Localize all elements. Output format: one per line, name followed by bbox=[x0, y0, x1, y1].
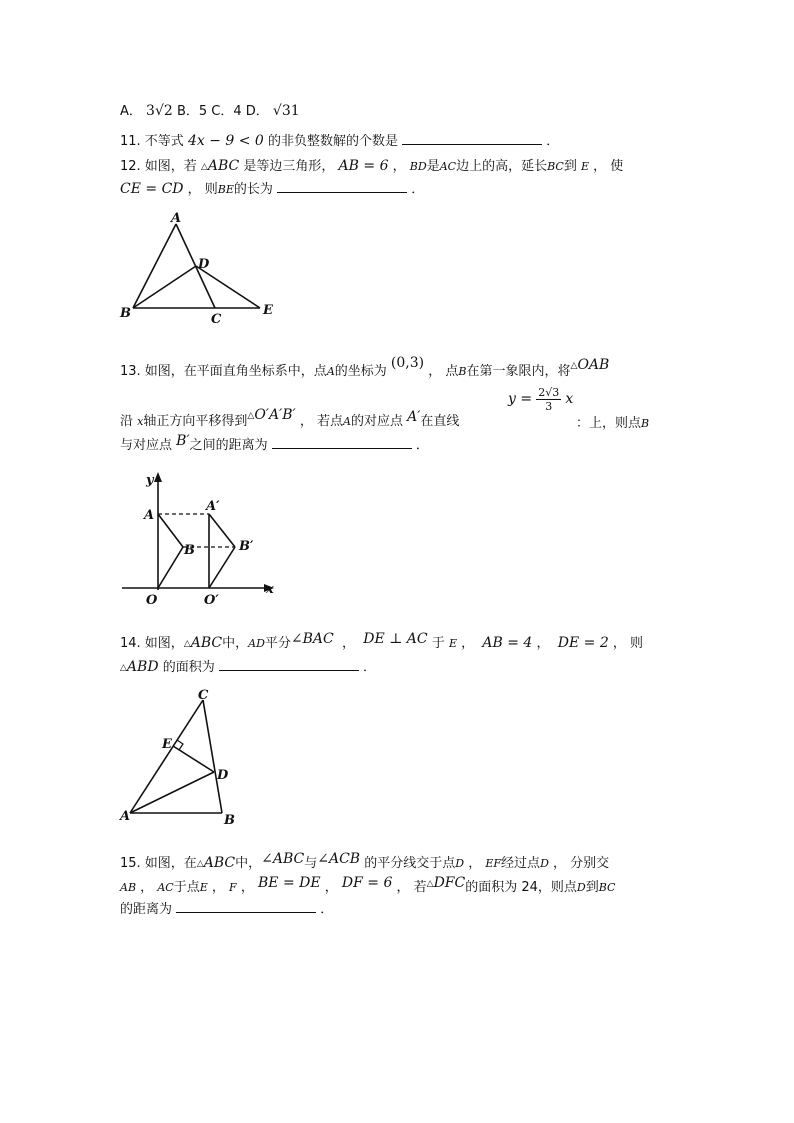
label-o: O bbox=[146, 593, 158, 608]
q12-end: ． bbox=[411, 182, 425, 197]
label-a: A bbox=[171, 211, 182, 226]
q13-figure bbox=[118, 470, 280, 610]
q12-bc: BC bbox=[547, 160, 564, 173]
q12-text: ， bbox=[392, 159, 406, 174]
q13-answer-blank[interactable] bbox=[272, 436, 412, 449]
q15-text: 中， bbox=[235, 856, 262, 871]
q13-frac-den: 3 bbox=[545, 400, 553, 413]
option-a-value: 3√2 bbox=[146, 103, 173, 119]
q13-tri-oab: △OAB bbox=[570, 357, 610, 373]
q14-text: 的面积为 bbox=[162, 660, 215, 675]
q12-answer-blank[interactable] bbox=[277, 180, 407, 193]
q12-text: ， 则 bbox=[187, 182, 218, 197]
q14-text: ， bbox=[461, 636, 475, 651]
q15-text: 于点 bbox=[173, 880, 200, 895]
q13-text: 的坐标为 bbox=[334, 364, 387, 379]
q13-a: A bbox=[326, 365, 335, 378]
q15-f: F bbox=[229, 881, 237, 894]
q13-text: 的对应点 bbox=[350, 414, 403, 429]
q15-text: ， bbox=[140, 880, 154, 895]
q12-ce-cd: CE = CD bbox=[120, 181, 184, 197]
q15-text: 与 bbox=[304, 856, 318, 871]
q13-line-y: y = bbox=[508, 391, 533, 407]
q13-a-prime: A′ bbox=[407, 409, 421, 425]
q12-tri-abc-text: ABC bbox=[207, 158, 240, 174]
q13-tri-prime: △O′A′B′ bbox=[247, 407, 296, 423]
q14-ab-eq: AB = 4 bbox=[482, 635, 533, 651]
q13-line-x: x bbox=[565, 391, 574, 407]
question-14-line2 bbox=[120, 656, 376, 675]
segment-bprime-oprime bbox=[209, 547, 235, 588]
q15-answer-blank[interactable] bbox=[176, 900, 316, 913]
q15-text: ， bbox=[324, 880, 338, 895]
q13-frac-num: 2√3 bbox=[538, 386, 560, 399]
question-12-line1 bbox=[120, 155, 623, 174]
segment-cb bbox=[203, 700, 222, 813]
q11-prefix: 11. 不等式 bbox=[120, 134, 184, 149]
q14-ad: AD bbox=[248, 637, 265, 650]
q15-tri-abc-text: ABC bbox=[203, 855, 236, 871]
q13-tri-prime-text: O′A′B′ bbox=[254, 407, 296, 423]
q15-text: ， bbox=[211, 880, 225, 895]
option-a-label: A． bbox=[120, 104, 142, 119]
q13-text: ， 点 bbox=[428, 364, 459, 379]
q14-tri-abc-text: ABC bbox=[190, 635, 223, 651]
q14-text: 平分 bbox=[264, 636, 291, 651]
q11-suffix: 的非负整数解的个数是 bbox=[267, 134, 398, 149]
question-14-line1 bbox=[120, 632, 643, 651]
q15-text: 的距离为 bbox=[120, 902, 173, 917]
label-b-prime: B′ bbox=[239, 539, 254, 554]
q12-be: BE bbox=[217, 183, 234, 196]
question-15-line2 bbox=[120, 876, 615, 895]
q15-tri-abc: △ABC bbox=[196, 855, 236, 871]
q15-e: E bbox=[199, 881, 208, 894]
q11-expr: 4x − 9 < 0 bbox=[187, 133, 264, 149]
q13-a2: A bbox=[343, 415, 351, 428]
q12-text: 边上的高，延长 bbox=[456, 159, 548, 174]
q12-ac: AC bbox=[439, 160, 457, 173]
q11-answer-blank[interactable] bbox=[402, 132, 542, 145]
label-b: B bbox=[224, 813, 235, 828]
question-15-line1 bbox=[120, 852, 609, 871]
label-c: C bbox=[211, 312, 222, 325]
options-bcd: B．5 C．4 D． bbox=[176, 104, 269, 119]
q13-b2: B bbox=[641, 417, 650, 430]
label-e: E bbox=[263, 303, 273, 318]
label-d: D bbox=[198, 257, 210, 272]
q13-text: 之间的距离为 bbox=[189, 438, 268, 453]
q13-tri-oab-text: OAB bbox=[577, 357, 610, 373]
q12-ab-eq: AB = 6 bbox=[338, 158, 389, 174]
q14-text: 于 bbox=[431, 636, 445, 651]
label-b: B bbox=[120, 306, 131, 321]
q11-end: ． bbox=[546, 134, 560, 149]
q10-options-line bbox=[120, 100, 300, 119]
label-d: D bbox=[217, 768, 229, 783]
q13-b-prime: B′ bbox=[176, 433, 190, 449]
q15-d3: D bbox=[576, 881, 586, 894]
q14-answer-blank[interactable] bbox=[219, 658, 359, 671]
q15-angle-abc: ∠ABC bbox=[261, 851, 305, 867]
q15-df-eq: DF = 6 bbox=[341, 875, 393, 891]
q14-tri-abd-text: ABD bbox=[126, 659, 159, 675]
question-11 bbox=[120, 130, 559, 149]
q14-angle-bac: ∠BAC bbox=[290, 631, 334, 647]
q13-text: ：上，则点 bbox=[576, 416, 642, 431]
segment-ab bbox=[158, 514, 183, 547]
q15-tri-dfc: △DFC bbox=[426, 875, 466, 891]
q12-text: 12. 如图，若 bbox=[120, 159, 197, 174]
q15-d: D bbox=[455, 857, 465, 870]
label-b: B bbox=[184, 543, 195, 558]
q15-ac: AC bbox=[157, 881, 174, 894]
q15-tri-dfc-text: DFC bbox=[433, 875, 466, 891]
q15-ef: EF bbox=[485, 857, 502, 870]
segment-bo bbox=[158, 547, 183, 588]
question-12-line2 bbox=[120, 178, 424, 197]
q14-figure bbox=[118, 688, 248, 830]
q12-text: ， 使 bbox=[593, 159, 624, 174]
question-13-line2 bbox=[120, 407, 460, 429]
q14-de-perp: DE ⊥ AC bbox=[363, 631, 428, 647]
q13-text: 轴正方向平移得到 bbox=[143, 414, 248, 429]
q13-text: 在第一象限内，将 bbox=[466, 364, 571, 379]
q13-coord: (0,3) bbox=[390, 355, 425, 371]
q15-end: ． bbox=[320, 902, 334, 917]
q13-b: B bbox=[458, 365, 467, 378]
question-13-line1 bbox=[120, 355, 610, 379]
segment-aprime-bprime bbox=[209, 514, 235, 547]
q13-fraction bbox=[536, 386, 561, 413]
q14-end: ． bbox=[362, 660, 376, 675]
label-a-prime: A′ bbox=[206, 499, 220, 514]
q12-text: 是等边三角形， bbox=[243, 159, 335, 174]
q15-text: 的平分线交于点 bbox=[364, 856, 456, 871]
question-15-line3 bbox=[120, 898, 333, 917]
q13-text: ， 若点 bbox=[299, 414, 344, 429]
q12-bd: BD bbox=[409, 160, 427, 173]
segment-bd bbox=[133, 266, 196, 308]
q12-e: E bbox=[580, 160, 589, 173]
segment-ab bbox=[133, 224, 176, 308]
question-13-line3 bbox=[120, 434, 429, 453]
q12-text: 的长为 bbox=[233, 182, 273, 197]
label-x: x bbox=[266, 582, 274, 597]
q14-text: ， bbox=[536, 636, 550, 651]
label-e: E bbox=[162, 737, 172, 752]
q15-d2: D bbox=[540, 857, 549, 870]
q14-tri-abc: △ABC bbox=[183, 635, 223, 651]
q13-text: 在直线 bbox=[420, 414, 460, 429]
q14-e: E bbox=[448, 637, 457, 650]
y-axis-arrow-icon bbox=[154, 472, 162, 482]
q13-text: 13. 如图，在平面直角坐标系中，点 bbox=[120, 364, 327, 379]
q14-de-eq: DE = 2 bbox=[557, 635, 609, 651]
q15-text: 15. 如图，在 bbox=[120, 856, 197, 871]
label-a: A bbox=[120, 809, 131, 824]
q12-text: 是 bbox=[426, 159, 440, 174]
label-y: y bbox=[146, 473, 154, 488]
q15-text: 到 bbox=[585, 880, 599, 895]
q15-text: 经过点 bbox=[501, 856, 541, 871]
option-d-value: √31 bbox=[272, 103, 300, 119]
q15-be-de: BE = DE bbox=[257, 875, 321, 891]
q15-text: ， bbox=[468, 856, 482, 871]
label-a: A bbox=[144, 508, 155, 523]
question-13-line2-end bbox=[576, 412, 649, 431]
q15-angle-acb: ∠ACB bbox=[317, 851, 361, 867]
q13-end: ． bbox=[415, 438, 429, 453]
q14-text: 14. 如图， bbox=[120, 636, 184, 651]
q15-text: 的面积为 24，则点 bbox=[465, 880, 577, 895]
q14-text: 中， bbox=[222, 636, 249, 651]
q12-text: 到 bbox=[563, 159, 577, 174]
q13-line-equation bbox=[508, 386, 573, 413]
q15-text: ， 分别交 bbox=[553, 856, 610, 871]
q12-figure bbox=[118, 210, 278, 325]
q13-text: 与对应点 bbox=[120, 438, 173, 453]
q15-text: ， bbox=[240, 880, 254, 895]
q15-text: ， 若 bbox=[396, 880, 427, 895]
label-c: C bbox=[198, 688, 209, 703]
q15-ab: AB bbox=[120, 881, 137, 894]
label-o-prime: O′ bbox=[204, 593, 219, 608]
q12-tri-abc: △ABC bbox=[200, 158, 240, 174]
q13-text: 沿 bbox=[120, 414, 134, 429]
q14-tri-abd: △ABD bbox=[120, 659, 159, 675]
q14-text: ， 则 bbox=[612, 636, 644, 651]
q13-x: x bbox=[137, 415, 144, 428]
q14-text: ， bbox=[342, 636, 356, 651]
q15-bc: BC bbox=[598, 881, 616, 894]
